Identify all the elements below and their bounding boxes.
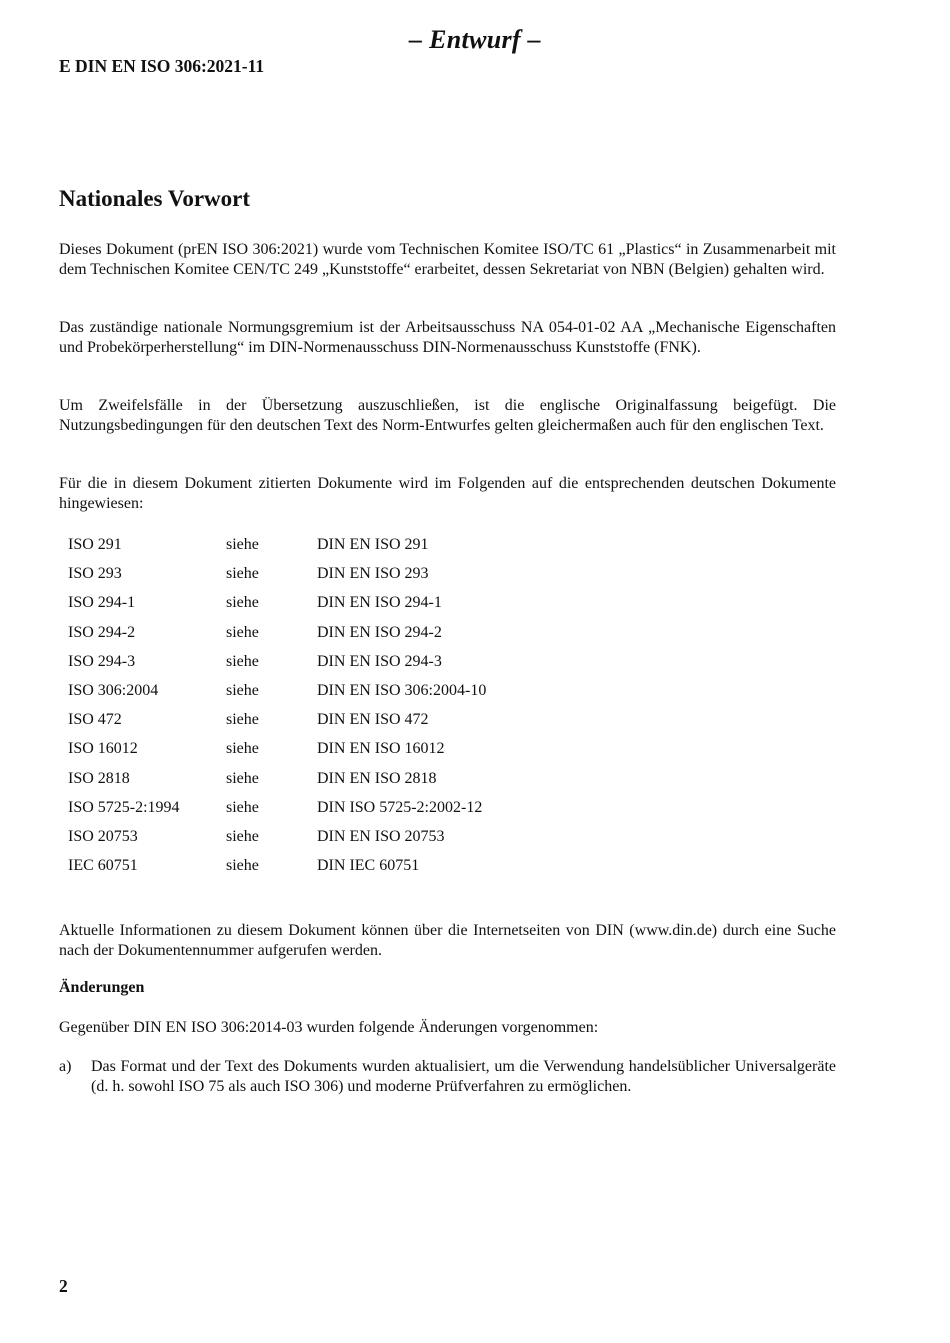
- reference-see: siehe: [226, 623, 259, 641]
- reference-table: [68, 536, 617, 886]
- paragraph-committee: Dieses Dokument (prEN ISO 306:2021) wurde vom Technischen Komitee ISO/TC 61 „Plastics“ in Zusammenarbeit mit dem Technischen Komitee CEN/TC 249 „Kunststoffe“ erarbeitet, dessen Sekretariat von NBN (Belgien) gehalten wird.: [59, 241, 836, 278]
- reference-row: [68, 594, 617, 623]
- reference-din: DIN EN ISO 293: [317, 565, 429, 583]
- reference-din: DIN EN ISO 294-1: [317, 594, 442, 612]
- draft-mark: – Entwurf –: [409, 25, 541, 54]
- reference-din: DIN EN ISO 291: [317, 536, 429, 553]
- reference-row: [68, 682, 617, 711]
- reference-see: siehe: [226, 594, 259, 612]
- reference-din: DIN EN ISO 472: [317, 711, 429, 729]
- reference-iso: ISO 20753: [68, 827, 138, 845]
- reference-din: DIN IEC 60751: [317, 857, 420, 875]
- reference-iso: ISO 294-3: [68, 652, 136, 670]
- reference-row: [68, 653, 617, 682]
- reference-din: DIN EN ISO 16012: [317, 740, 445, 758]
- reference-row: [68, 828, 617, 857]
- reference-din: DIN EN ISO 294-2: [317, 623, 442, 641]
- paragraph-info: Aktuelle Informationen zu diesem Dokument können über die Internetseiten von DIN (www.din.de) durch eine Suche nach der Dokumentennummer aufgerufen werden.: [59, 922, 836, 959]
- page-number: 2: [59, 1276, 68, 1296]
- reference-din: DIN EN ISO 306:2004-10: [317, 681, 487, 699]
- reference-row: [68, 770, 617, 799]
- reference-iso: ISO 5725-2:1994: [68, 798, 180, 816]
- reference-see: siehe: [226, 798, 259, 816]
- reference-iso: ISO 291: [68, 536, 122, 553]
- list-item: [59, 1057, 836, 1096]
- reference-see: siehe: [226, 827, 259, 845]
- reference-row: [68, 536, 617, 565]
- list-item-text: Das Format und der Text des Dokuments wurden aktualisiert, um die Verwendung handelsüblicher Universalgeräte (d. h. sowohl ISO 75 als auch ISO 306) und moderne Prüfverfahren zu ermöglichen.: [91, 1058, 836, 1095]
- changes-intro: Gegenüber DIN EN ISO 306:2014-03 wurden folgende Änderungen vorgenommen:: [59, 1019, 599, 1036]
- reference-iso: ISO 306:2004: [68, 681, 159, 699]
- reference-iso: IEC 60751: [68, 857, 138, 875]
- reference-din: DIN EN ISO 294-3: [317, 652, 442, 670]
- reference-iso: ISO 294-2: [68, 623, 136, 641]
- reference-row: [68, 624, 617, 653]
- reference-see: siehe: [226, 565, 259, 583]
- reference-see: siehe: [226, 681, 259, 699]
- reference-din: DIN EN ISO 20753: [317, 827, 445, 845]
- reference-row: [68, 857, 617, 886]
- reference-see: siehe: [226, 536, 259, 553]
- reference-see: siehe: [226, 857, 259, 875]
- reference-iso: ISO 472: [68, 711, 122, 729]
- reference-iso: ISO 16012: [68, 740, 138, 758]
- document-id: E DIN EN ISO 306:2021-11: [59, 56, 265, 76]
- reference-iso: ISO 294-1: [68, 594, 136, 612]
- reference-see: siehe: [226, 652, 259, 670]
- section-title: Nationales Vorwort: [59, 186, 251, 211]
- paragraph-references-intro: Für die in diesem Dokument zitierten Dokumente wird im Folgenden auf die entsprechenden deutschen Dokumente hingewiesen:: [59, 475, 836, 512]
- paragraph-translation: Um Zweifelsfälle in der Übersetzung auszuschließen, ist die englische Originalfassung beigefügt. Die Nutzungsbedingungen für den deutschen Text des Norm-Entwurfes gelten gleichermaßen auch für den englischen Text.: [59, 397, 836, 434]
- reference-din: DIN EN ISO 2818: [317, 769, 437, 787]
- reference-row: [68, 565, 617, 594]
- list-marker: a): [59, 1058, 72, 1075]
- reference-iso: ISO 293: [68, 565, 122, 583]
- reference-see: siehe: [226, 769, 259, 787]
- reference-row: [68, 799, 617, 828]
- reference-row: [68, 740, 617, 769]
- reference-see: siehe: [226, 711, 259, 729]
- reference-iso: ISO 2818: [68, 769, 130, 787]
- reference-row: [68, 711, 617, 740]
- changes-heading: Änderungen: [59, 979, 145, 996]
- reference-see: siehe: [226, 740, 259, 758]
- reference-din: DIN ISO 5725-2:2002-12: [317, 798, 483, 816]
- paragraph-national-body: Das zuständige nationale Normungsgremium ist der Arbeitsausschuss NA 054-01-02 AA „Mechanische Eigenschaften und Probekörperherstellung“ im DIN-Normenausschuss DIN-Normenausschuss Kunststoffe (FNK).: [59, 319, 836, 356]
